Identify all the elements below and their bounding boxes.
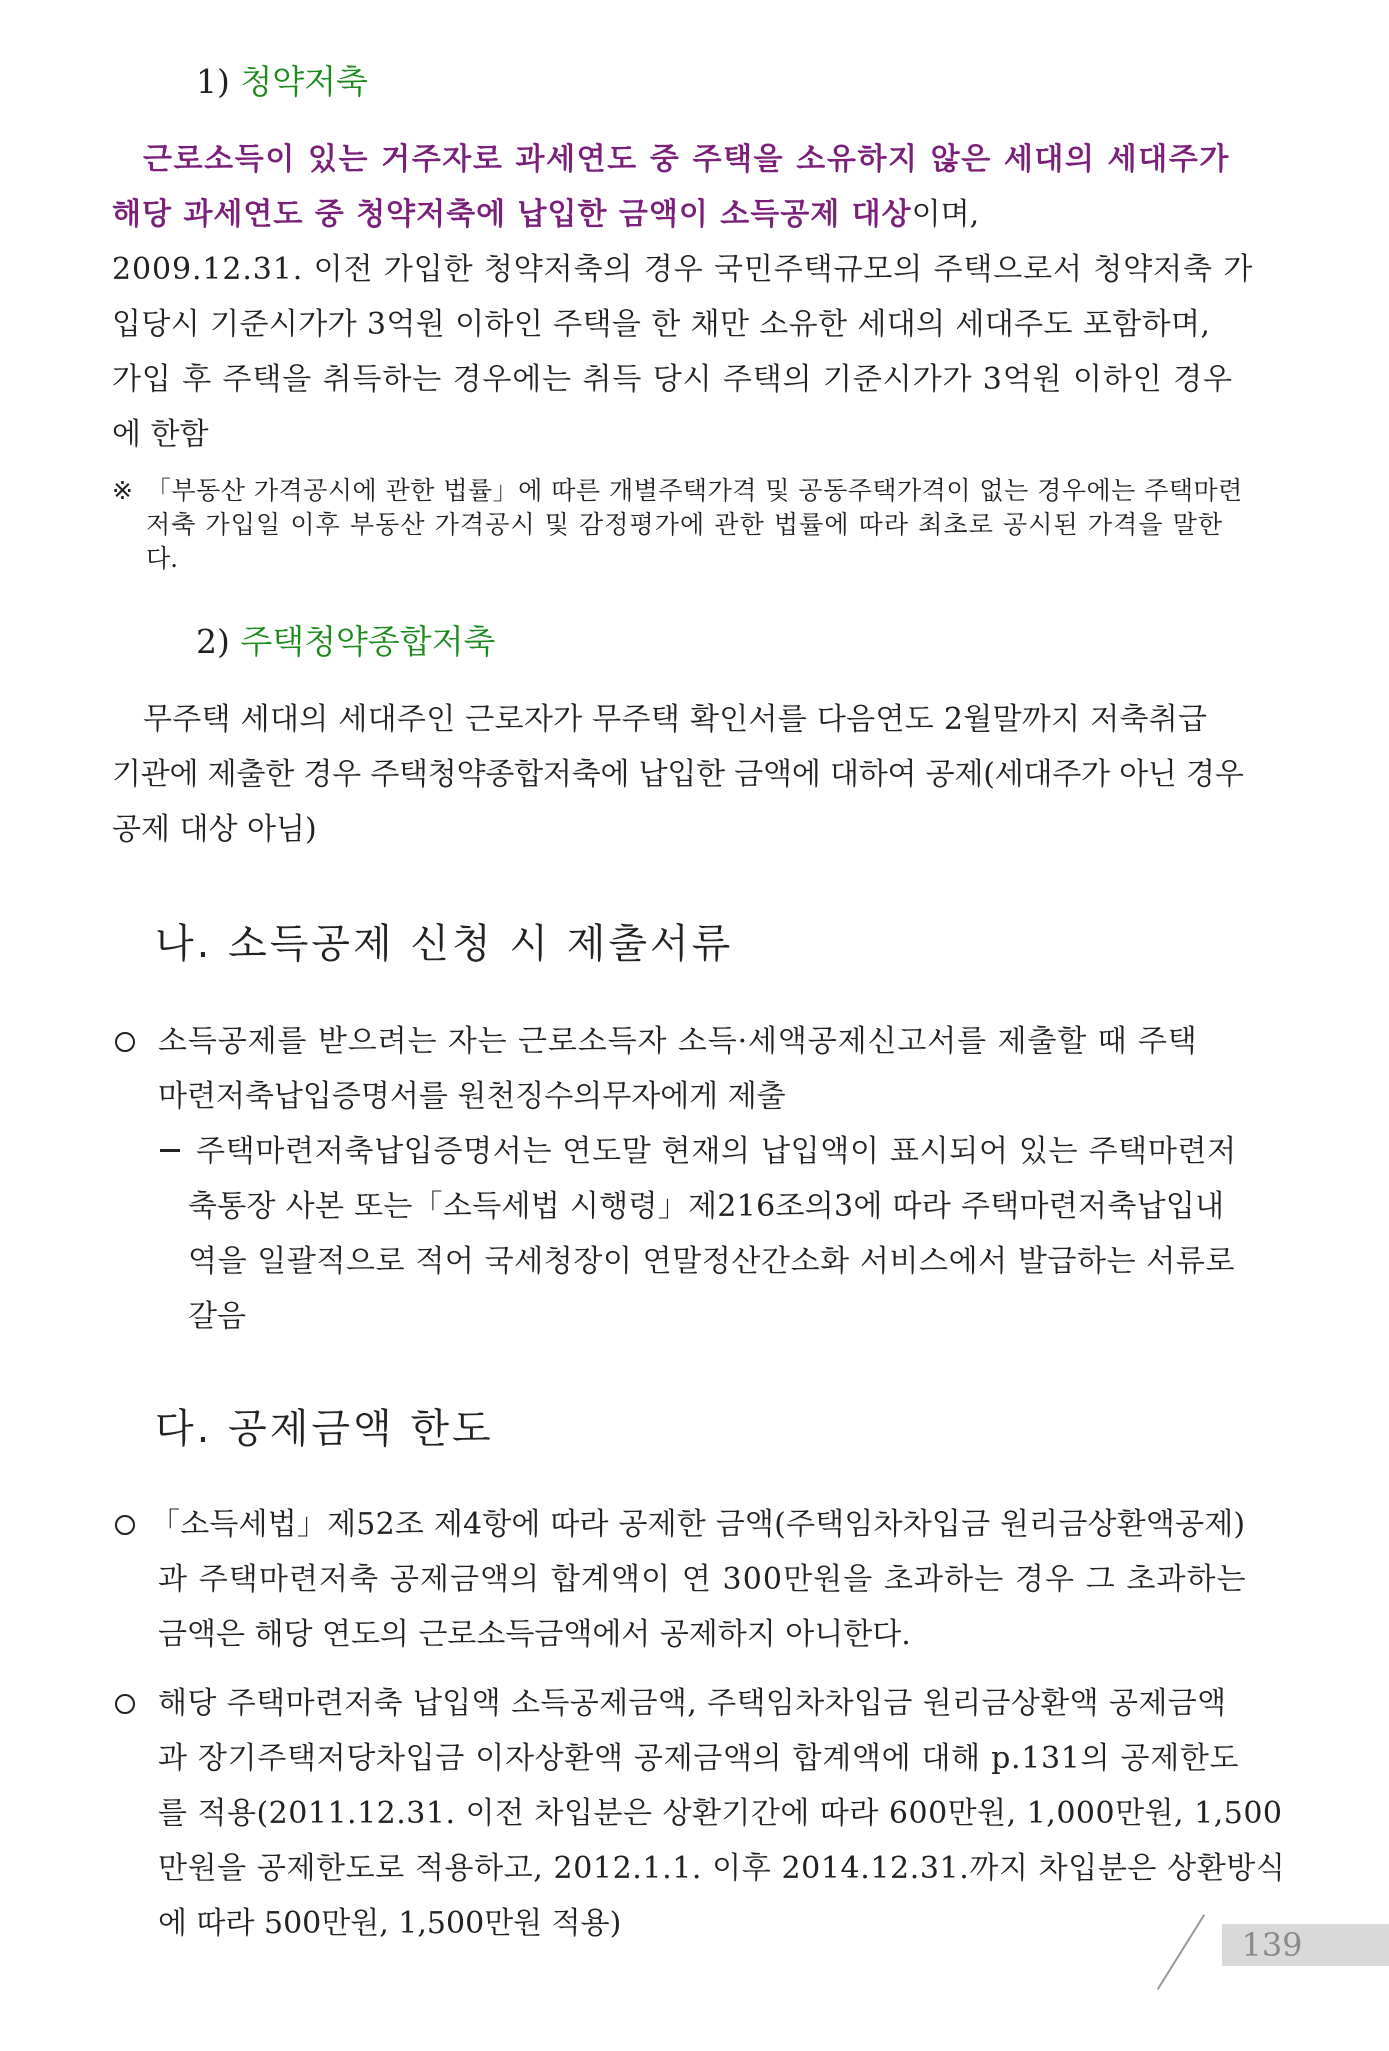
bullet-line: 에 따라 500만원, 1,500만원 적용) bbox=[158, 1906, 622, 1941]
note-mark: ※ bbox=[112, 476, 133, 505]
section-heading-da: 다. 공제금액 한도 bbox=[155, 1406, 494, 1452]
body-line: 입당시 기준시가가 3억원 이하인 주택을 한 채만 소유한 세대의 세대주도 포함하며, bbox=[112, 307, 1211, 342]
section-heading-1 bbox=[196, 60, 368, 104]
circle-bullet-icon bbox=[115, 1032, 135, 1052]
emphasis-text: 근로소득이 있는 거주자로 과세연도 중 주택을 소유하지 않은 세대의 세대주가 bbox=[143, 142, 1230, 177]
emphasis-suffix: 이며, bbox=[911, 197, 980, 232]
dash-line: 주택마련저축납입증명서는 연도말 현재의 납입액이 표시되어 있는 주택마련저 bbox=[196, 1134, 1237, 1169]
emphasis-line-2 bbox=[112, 195, 979, 235]
circle-bullet-icon bbox=[115, 1694, 135, 1714]
body-line: 2009.12.31. 이전 가입한 청약저축의 경우 국민주택규모의 주택으로서 청약저축 가 bbox=[112, 252, 1254, 287]
section-heading-number: 2) bbox=[196, 622, 230, 661]
bullet-line: 과 주택마련저축 공제금액의 합계액이 연 300만원을 초과하는 경우 그 초과하는 bbox=[158, 1562, 1247, 1597]
body-line: 무주택 세대의 세대주인 근로자가 무주택 확인서를 다음연도 2월말까지 저축취급 bbox=[143, 702, 1208, 737]
section-heading-number: 1) bbox=[196, 62, 230, 101]
note-line: 저축 가입일 이후 부동산 가격공시 및 감정평가에 관한 법률에 따라 최초로 공시된 가격을 말한 bbox=[146, 510, 1224, 539]
body-line: 공제 대상 아님) bbox=[112, 812, 317, 847]
bullet-line: 해당 주택마련저축 납입액 소득공제금액, 주택임차차입금 원리금상환액 공제금액 bbox=[158, 1686, 1227, 1721]
body-line: 가입 후 주택을 취득하는 경우에는 취득 당시 주택의 기준시가가 3억원 이하인 경우 bbox=[112, 362, 1233, 397]
section-heading-title: 청약저축 bbox=[240, 62, 368, 101]
bullet-line: 「소득세법」제52조 제4항에 따라 공제한 금액(주택임차차입금 원리금상환액공제) bbox=[150, 1507, 1246, 1542]
bullet-line: 소득공제를 받으려는 자는 근로소득자 소득·세액공제신고서를 제출할 때 주택 bbox=[158, 1024, 1198, 1059]
body-line: 기관에 제출한 경우 주택청약종합저축에 납입한 금액에 대하여 공제(세대주가 아닌 경우 bbox=[112, 757, 1244, 792]
circle-bullet-icon bbox=[115, 1515, 135, 1535]
page-number: 139 bbox=[1241, 1926, 1303, 1964]
section-heading-2 bbox=[196, 620, 495, 664]
dash-bullet-icon bbox=[160, 1149, 180, 1152]
bullet-line: 과 장기주택저당차입금 이자상환액 공제금액의 합계액에 대해 p.131의 공제한도 bbox=[158, 1741, 1240, 1776]
note-line: 「부동산 가격공시에 관한 법률」에 따른 개별주택가격 및 공동주택가격이 없는 경우에는 주택마련 bbox=[146, 476, 1243, 505]
dash-line: 갈음 bbox=[188, 1299, 246, 1334]
bullet-line: 마련저축납입증명서를 원천징수의무자에게 제출 bbox=[158, 1079, 786, 1114]
bullet-line: 금액은 해당 연도의 근로소득금액에서 공제하지 아니한다. bbox=[158, 1617, 911, 1652]
dash-line: 축통장 사본 또는「소득세법 시행령」제216조의3에 따라 주택마련저축납입내 bbox=[188, 1189, 1225, 1224]
body-line: 에 한함 bbox=[112, 417, 209, 452]
page-number-divider bbox=[1157, 1914, 1205, 1990]
dash-line: 역을 일괄적으로 적어 국세청장이 연말정산간소화 서비스에서 발급하는 서류로 bbox=[188, 1244, 1236, 1279]
bullet-line: 를 적용(2011.12.31. 이전 차입분은 상환기간에 따라 600만원, 1,000만원, 1,500 bbox=[158, 1796, 1283, 1831]
bullet-line: 만원을 공제한도로 적용하고, 2012.1.1. 이후 2014.12.31.까지 차입분은 상환방식 bbox=[158, 1851, 1286, 1886]
section-heading-title: 주택청약종합저축 bbox=[240, 622, 496, 661]
section-heading-na: 나. 소득공제 신청 시 제출서류 bbox=[155, 921, 734, 967]
note-line: 다. bbox=[146, 544, 179, 573]
emphasis-line-1 bbox=[143, 140, 1297, 180]
emphasis-text: 해당 과세연도 중 청약저축에 납입한 금액이 소득공제 대상 bbox=[112, 197, 912, 232]
